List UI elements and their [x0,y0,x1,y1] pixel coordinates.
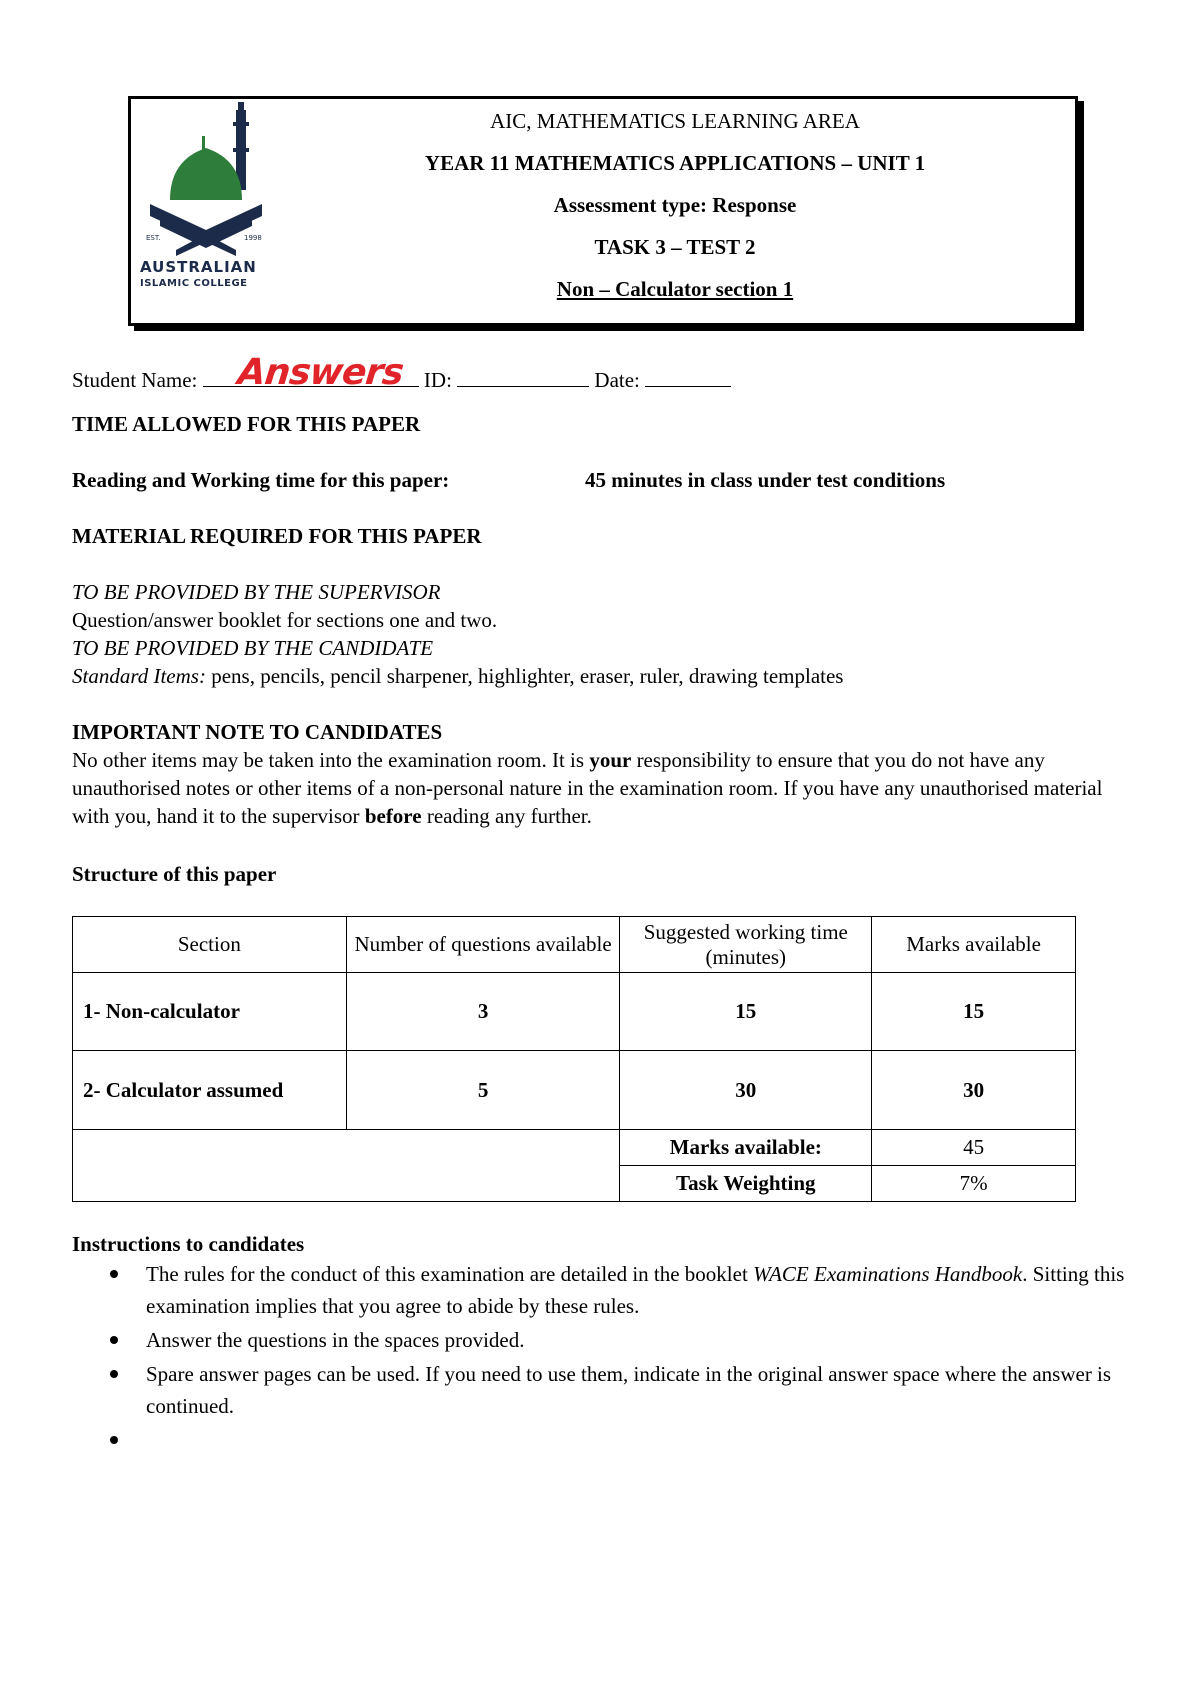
time-heading: TIME ALLOWED FOR THIS PAPER [72,412,421,436]
column-header-questions: Number of questions available [346,917,620,973]
instructions-heading: Instructions to candidates [72,1232,305,1256]
header-school-line: AIC, MATHEMATICS LEARNING AREA [490,109,860,133]
row1-time: 15 [620,973,872,1051]
instruction1-text-part1: The rules for the conduct of this examination are detailed in the booklet [146,1262,754,1286]
bullet-icon [110,1270,118,1278]
table-row [73,1129,1076,1165]
column-header-time: Suggested working time (minutes) [620,917,872,973]
candidate-heading: TO BE PROVIDED BY THE CANDIDATE [72,636,434,660]
important-note-heading: IMPORTANT NOTE TO CANDIDATES [72,720,443,744]
note-emphasis-before: before [364,804,422,828]
bullet-icon [110,1370,118,1378]
logo-name-line2: ISLAMIC COLLEGE [140,278,248,289]
material-heading: MATERIAL REQUIRED FOR THIS PAPER [72,524,482,548]
structure-table [72,916,1076,1202]
row1-questions: 3 [346,973,620,1051]
row1-section: 1- Non-calculator [73,973,347,1051]
bullet-icon [110,1436,118,1444]
column-header-marks: Marks available [872,917,1076,973]
header-course-line: YEAR 11 MATHEMATICS APPLICATIONS – UNIT 1 [424,151,926,175]
row2-questions: 5 [346,1051,620,1129]
standard-items-text: pens, pencils, pencil sharpener, highlighter, eraser, ruler, drawing templates [205,664,844,688]
structure-heading: Structure of this paper [72,862,277,886]
note-text-part2: responsibility to ensure that you do not have any unauthorised notes or other items of a non-personal nature in the examination room. If you have any unauthorised material with you, hand it to the supervisor [72,748,1103,828]
marks-available-label: Marks available: [620,1129,872,1165]
logo-est: EST. [146,234,161,242]
date-field[interactable] [645,366,731,387]
time-value: 45 minutes in class under test conditions [585,468,946,492]
logo-name-line1: AUSTRALIAN [140,258,257,276]
student-id-label: ID: [423,368,452,392]
standard-items-label: Standard Items: [72,664,206,688]
table-row [73,973,1076,1051]
row2-marks: 30 [872,1051,1076,1129]
australian-islamic-college-logo-icon [140,100,276,290]
handwritten-answers-name: Answers [235,352,405,393]
table-row [73,1051,1076,1129]
column-header-section: Section [73,917,347,973]
task-weighting-label: Task Weighting [620,1165,872,1201]
row2-section: 2- Calculator assumed [73,1051,347,1129]
list-item [100,1324,1150,1356]
note-emphasis-your: your [589,748,632,772]
supervisor-text: Question/answer booklet for sections one and two. [72,608,498,632]
supervisor-heading: TO BE PROVIDED BY THE SUPERVISOR [72,580,441,604]
time-label: Reading and Working time for this paper: [72,468,450,492]
header-assessment-type: Assessment type: Response [553,193,797,217]
college-logo [140,100,276,290]
instruction1-handbook-title: WACE Examinations Handbook [753,1262,1023,1286]
instructions-list [100,1258,1150,1458]
note-text-part3: reading any further. [421,804,592,828]
standard-items-line [72,662,1142,690]
header-section-line: Non – Calculator section 1 [556,277,794,301]
table-header-row [73,917,1076,973]
instruction2-text: Answer the questions in the spaces provided. [146,1328,525,1352]
list-item [100,1424,1150,1456]
bullet-icon [110,1336,118,1344]
important-note-text [72,746,1142,830]
header-task-line: TASK 3 – TEST 2 [594,235,756,259]
logo-year: 1998 [244,234,262,242]
task-weighting-value: 7% [872,1165,1076,1201]
date-label: Date: [594,368,640,392]
row2-time: 30 [620,1051,872,1129]
instruction1-text-part2: . Sitting this examination implies that you agree to abide by these rules. [146,1262,1125,1318]
instruction3-text: Spare answer pages can be used. If you need to use them, indicate in the original answer space where the answer is continued. [146,1362,1112,1418]
marks-available-value: 45 [872,1129,1076,1165]
student-id-field[interactable] [457,366,589,387]
row1-marks: 15 [872,973,1076,1051]
note-text-part1: No other items may be taken into the examination room. It is [72,748,590,772]
summary-empty-cell [73,1129,620,1201]
list-item [100,1258,1150,1322]
student-name-label: Student Name: [72,368,198,392]
list-item [100,1358,1150,1422]
